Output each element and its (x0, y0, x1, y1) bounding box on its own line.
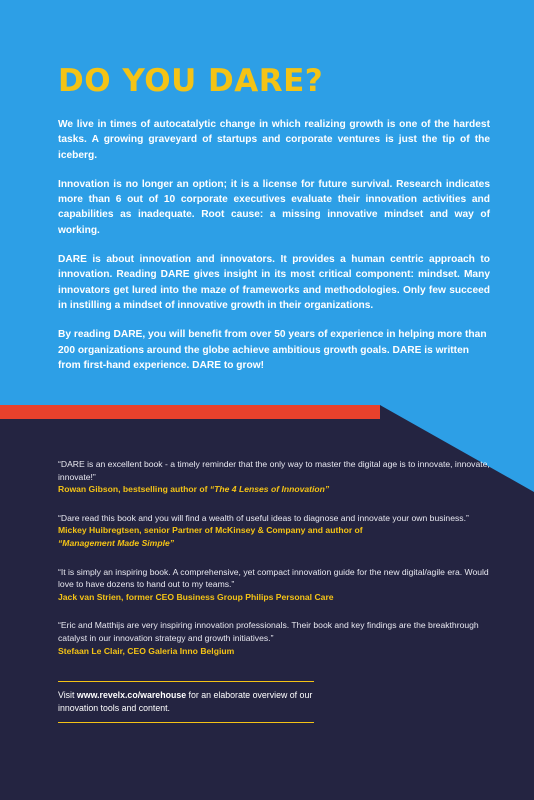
quote-author (58, 483, 498, 496)
quote-text: “DARE is an excellent book - a timely reminder that the only way to master the digital age is to innovate, innovate, innovate!” (58, 459, 490, 482)
testimonial (58, 619, 498, 657)
footer-suffix: for an elaborate overview of our innovation tools and content. (58, 690, 313, 714)
testimonial (58, 458, 498, 496)
author-name: Rowan Gibson, bestselling author of (58, 484, 210, 495)
quote-text: “Eric and Matthijs are very inspiring innovation professionals. Their book and key findings are the breakthrough catalyst in our innovation strategy and growth initiatives.” (58, 620, 479, 643)
footer-prefix: Visit (58, 690, 77, 700)
book-title: “The 4 Lenses of Innovation” (209, 484, 330, 495)
intro-paragraph: By reading DARE, you will benefit from over 50 years of experience in helping more than 200 organizations around the globe achieve ambitious growth goals. DARE is written from first-hand experience. DARE to grow! (58, 329, 487, 371)
book-title: “Management Made Simple” (58, 537, 175, 548)
author-name: Mickey Huibregtsen, senior Partner of McKinsey & Company and author of (58, 525, 363, 536)
testimonials (58, 458, 498, 673)
intro-paragraph: Innovation is no longer an option; it is a license for future survival. Research indicates more than 6 out of 10 corporate executives evaluate their innovation activities and capabilities as inadequate. Root cause: a missing innovative mindset and way of working. (58, 178, 490, 236)
quote-author (58, 591, 498, 604)
author-name: Jack van Strien, former CEO Business Group Philips Personal Care (58, 591, 334, 602)
testimonial (58, 512, 498, 550)
headline: DO YOU DARE? (58, 63, 324, 99)
author-name: Stefaan Le Clair, CEO Galeria Inno Belgium (58, 645, 235, 656)
intro-paragraph: DARE is about innovation and innovators. It provides a human centric approach to innovation. Reading DARE gives insight in its most critical component: mindset. Many innovators get lured into the maze of frameworks and methodologies. Only few succeed in instilling a mindset of innovative growth in their organizations. (58, 254, 490, 311)
footer-text (58, 689, 314, 716)
quote-text: “Dare read this book and you will find a wealth of useful ideas to diagnose and innovate your own business.” (58, 512, 469, 523)
testimonial (58, 566, 498, 604)
red-stripe (0, 405, 380, 419)
intro-paragraph: We live in times of autocatalytic change in which realizing growth is one of the hardest tasks. A growing graveyard of startups and corporate ventures is just the tip of the iceberg. (58, 119, 490, 161)
quote-author (58, 524, 498, 549)
intro-text (58, 117, 490, 387)
warehouse-link[interactable]: www.revelx.co/warehouse (76, 690, 187, 700)
quote-author (58, 645, 498, 658)
footer-callout (58, 681, 314, 723)
quote-text: “It is simply an inspiring book. A comprehensive, yet compact innovation guide for the new digital/agile era. Would love to have dozens to hand out to my teams.” (58, 566, 489, 590)
